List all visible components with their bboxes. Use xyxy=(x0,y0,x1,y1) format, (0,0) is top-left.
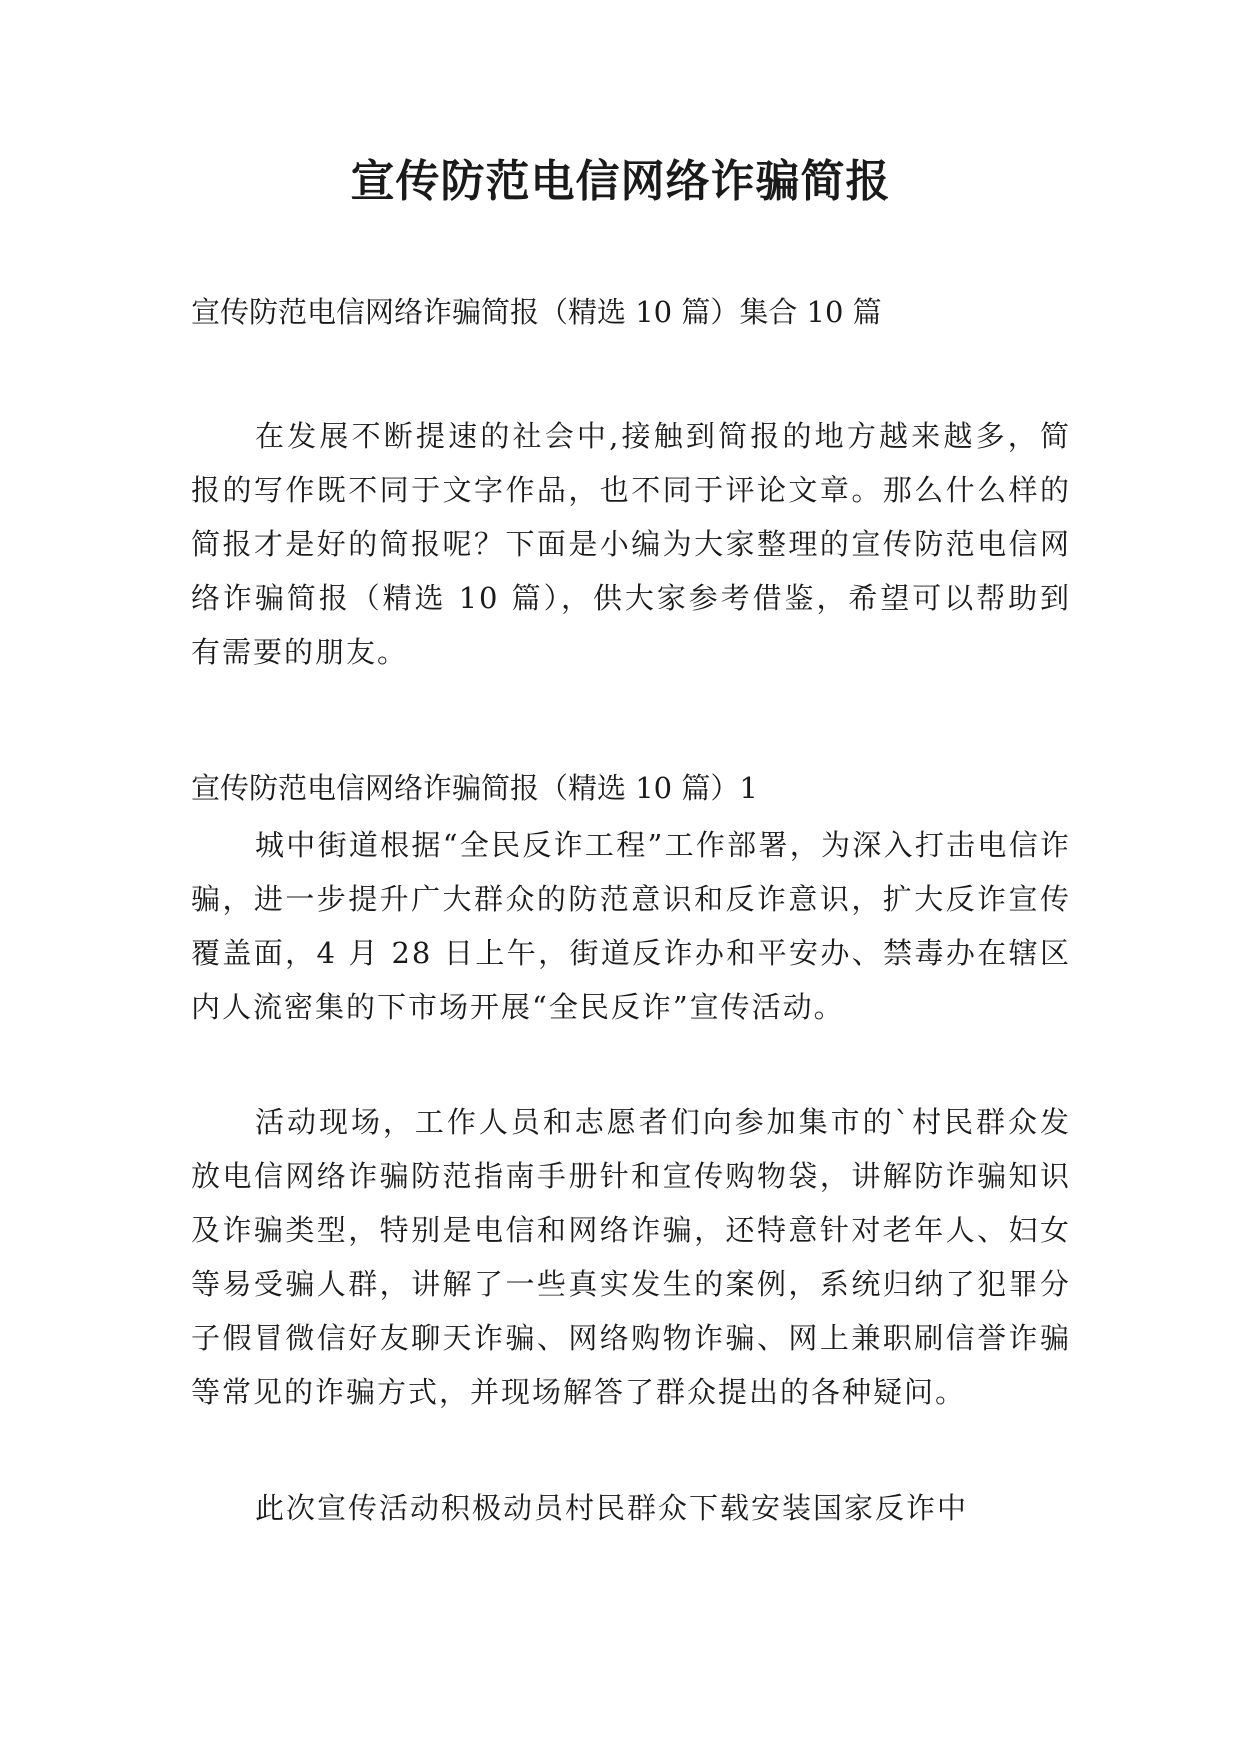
body-paragraph-1: 城中街道根据“全民反诈工程”工作部署，为深入打击电信诈骗，进一步提升广大群众的防范意识和反诈意识，扩大反诈宣传覆盖面，4 月 28 日上午，街道反诈办和平安办、禁毒办在辖区内人流密集的下市场开展“全民反诈”宣传活动。 xyxy=(191,828,1071,1024)
body-paragraph-3: 此次宣传活动积极动员村民群众下载安装国家反诈中 xyxy=(255,1491,969,1525)
document-title: 宣传防范电信网络诈骗简报 xyxy=(350,156,891,207)
body-paragraph-2: 活动现场，工作人员和志愿者们向参加集市的`村民群众发放电信网络诈骗防范指南手册针和宣传购物袋，讲解防诈骗知识及诈骗类型，特别是电信和网络诈骗，还特意针对老年人、妇女等易受骗人群，讲解了一些真实发生的案例，系统归纳了犯罪分子假冒微信好友聊天诈骗、网络购物诈骗、网上兼职刷信誉诈骗等常见的诈骗方式，并现场解答了群众提出的各种疑问。 xyxy=(191,1105,1071,1409)
intro-paragraph: 在发展不断提速的社会中,接触到简报的地方越来越多，简报的写作既不同于文字作品，也不同于评论文章。那么什么样的简报才是好的简报呢？下面是小编为大家整理的宣传防范电信网络诈骗简报（精选 10 篇），供大家参考借鉴，希望可以帮助到有需要的朋友。 xyxy=(191,419,1071,669)
document-subtitle: 宣传防范电信网络诈骗简报（精选 10 篇）集合 10 篇 xyxy=(191,295,882,329)
section-heading: 宣传防范电信网络诈骗简报（精选 10 篇）1 xyxy=(191,771,758,805)
